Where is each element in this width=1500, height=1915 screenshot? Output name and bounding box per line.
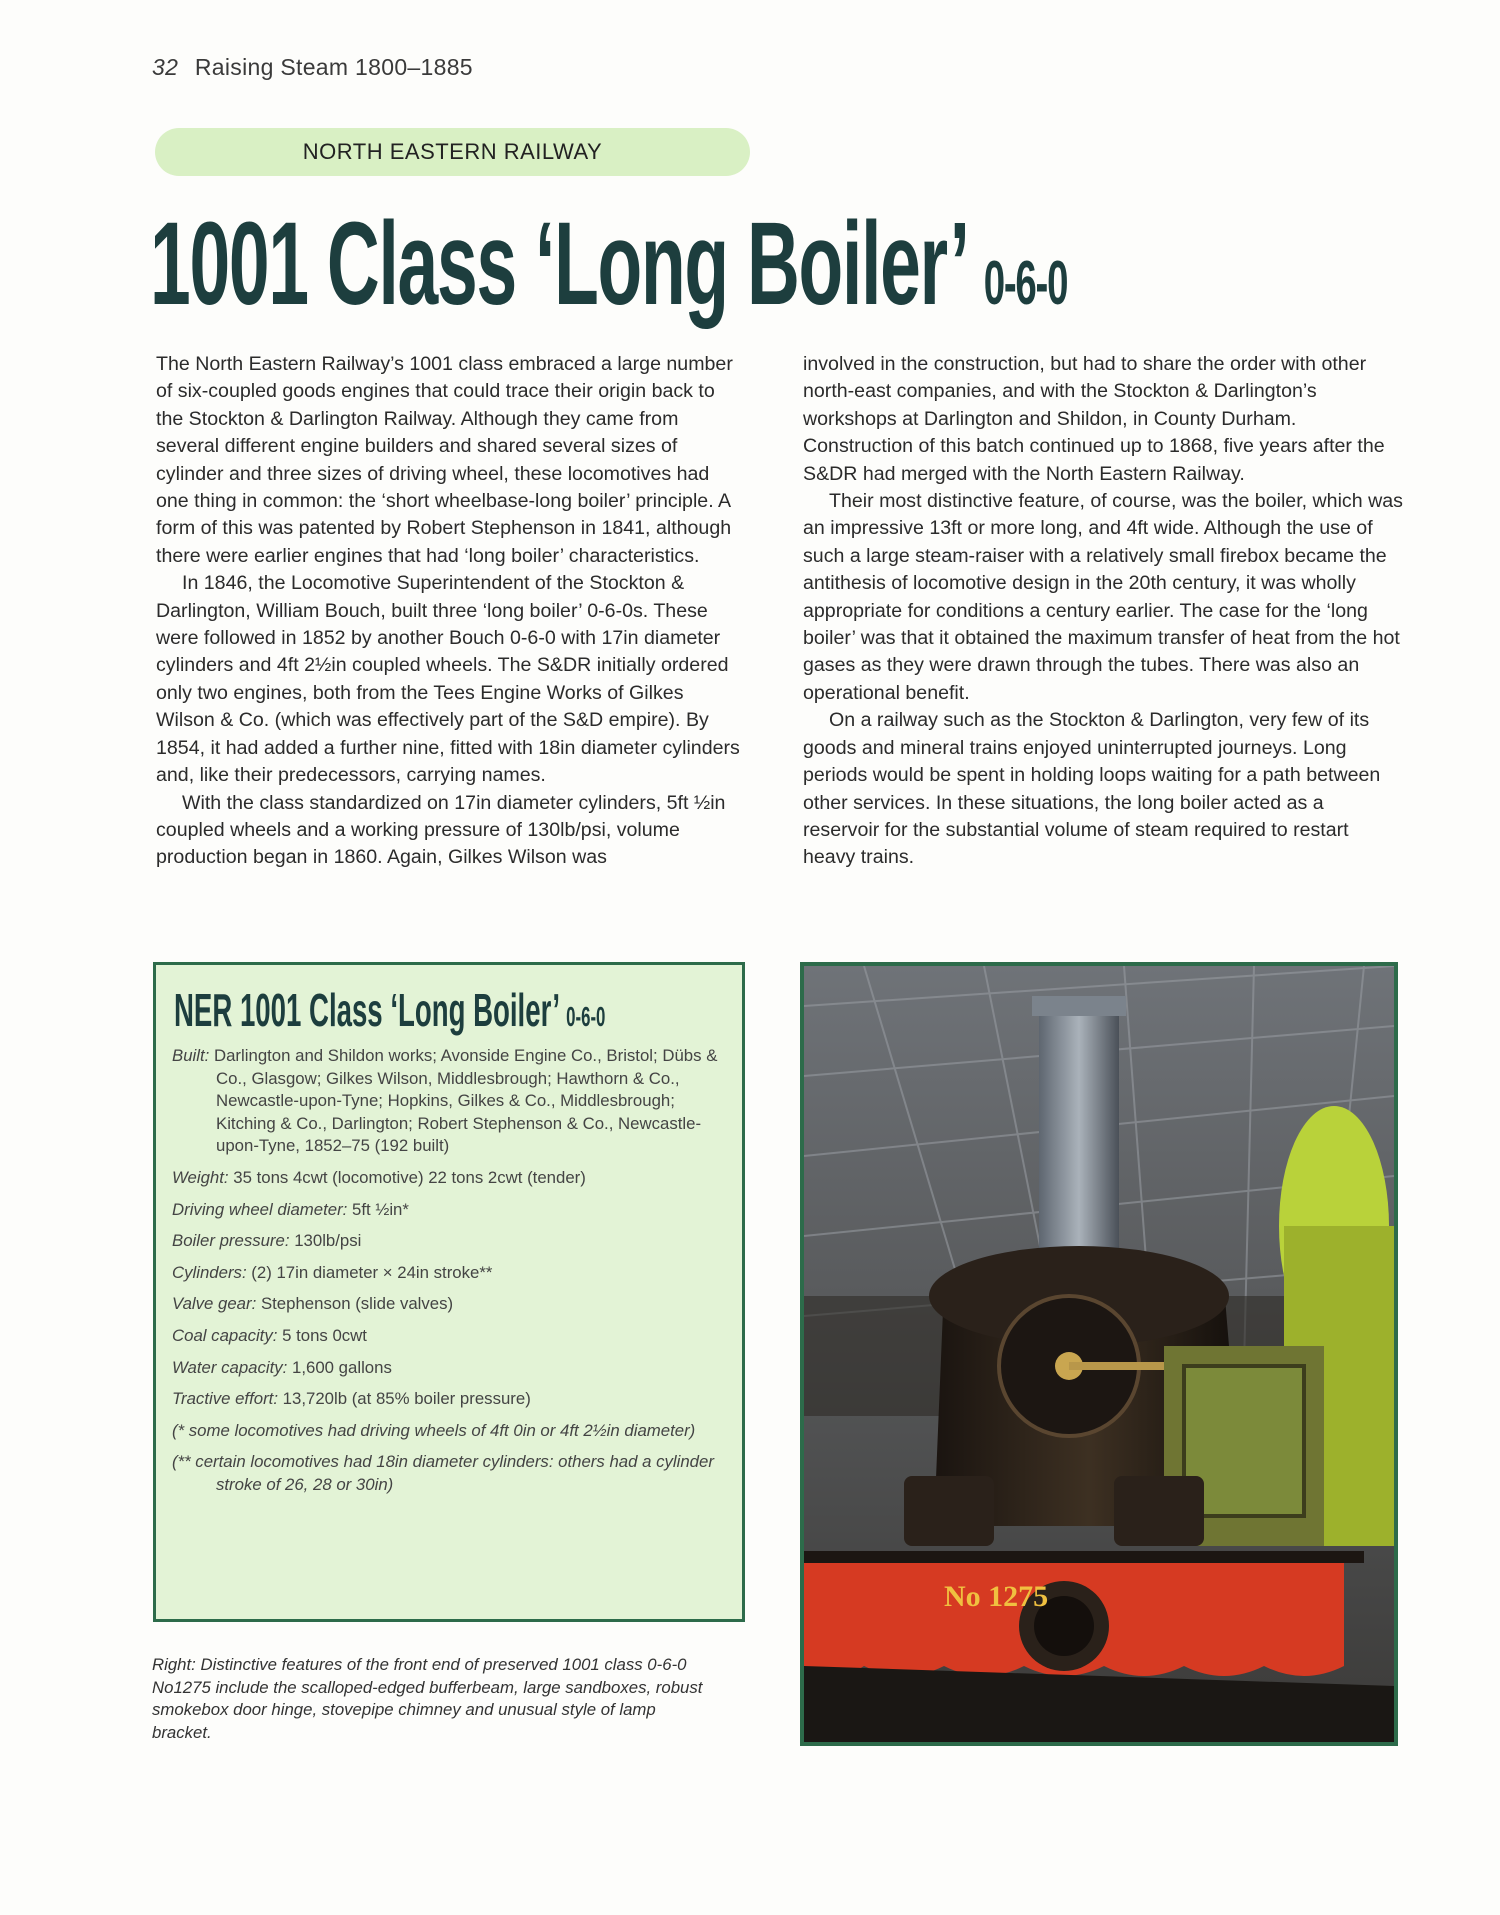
paragraph: involved in the construction, but had to share the order with other north-east companies, and with the Stockton & Darlington’s workshops at Darlington and Shildon, in County Durham. Construction of this batch continued up to 1868, five years after the S&DR had merged with the North Eastern Railway.	[803, 353, 1385, 485]
railway-tag: NORTH EASTERN RAILWAY	[155, 128, 750, 176]
spec-label: Built:	[172, 1046, 210, 1065]
paragraph: On a railway such as the Stockton & Darlington, very few of its goods and mineral trains enjoyed uninterrupted journeys. Long periods would be spent in holding loops waiting for a path between other services. In these situations, the long boiler acted as a reservoir for the substantial volume of steam required to restart heavy trains.	[803, 709, 1381, 869]
spec-title-main: NER 1001 Class ‘Long Boiler’	[174, 984, 559, 1036]
spec-label: Water capacity:	[172, 1357, 288, 1377]
spec-value: Darlington and Shildon works; Avonside Engine Co., Bristol; Dübs & Co., Glasgow; Gilkes Wilson, Middlesbrough; Hawthorn & Co., Newcastle-upon-Tyne; Hopkins, Gilkes & Co., Middlesbrough; Kitching & Co., Darlington; Robert Stephenson & Co., Newcastle-upon-Tyne, 1852–75 (192 built)	[213, 1046, 718, 1156]
spec-driving-wheel	[172, 1199, 732, 1222]
paragraph: With the class standardized on 17in diameter cylinders, 5ft ½in coupled wheels and a working pressure of 130lb/psi, volume production began in 1860. Again, Gilkes Wilson was	[156, 791, 726, 869]
running-header	[152, 54, 473, 81]
paragraph: The North Eastern Railway’s 1001 class embraced a large number of six-coupled goods engines that could trace their origin back to the Stockton & Darlington Railway. Although they came from several different engine builders and shared several sizes of cylinder and three sizes of driving wheel, these locomotives had one thing in common: the ‘short wheelbase-long boiler’ principle. A form of this was patented by Robert Stephenson in 1841, although there were earlier engines that had ‘long boiler’ characteristics.	[156, 353, 733, 567]
spec-list	[172, 1045, 732, 1506]
spec-value: 5ft ½in*	[352, 1199, 409, 1219]
locomotive-photo	[800, 962, 1398, 1746]
spec-title	[174, 983, 605, 1037]
title-arrangement: 0-6-0	[983, 249, 1068, 318]
spec-title-arrangement: 0-6-0	[566, 1001, 606, 1032]
spec-label: Valve gear:	[172, 1294, 257, 1314]
spec-water	[172, 1357, 732, 1380]
spec-value: 130lb/psi	[294, 1231, 362, 1251]
spec-label: Weight:	[172, 1167, 229, 1187]
spec-cylinders	[172, 1262, 732, 1285]
number-plate-text: No 1275	[944, 1580, 1049, 1613]
spec-weight	[172, 1167, 732, 1190]
spec-label: Coal capacity:	[172, 1325, 278, 1345]
spec-built	[172, 1045, 732, 1158]
spec-box	[153, 962, 745, 1622]
page-number: 32	[152, 54, 179, 80]
section-title: Raising Steam 1800–1885	[194, 54, 473, 80]
body-column-left	[156, 351, 746, 872]
spec-value: (2) 17in diameter × 24in stroke**	[251, 1262, 493, 1282]
photo-caption: Right: Distinctive features of the front end of preserved 1001 class 0-6-0 No1275 include the scalloped-edged bufferbeam, large sandboxes, robust smokebox door hinge, stovepipe chimney and unusual style of lamp bracket.	[152, 1655, 703, 1742]
spec-value: 13,720lb (at 85% boiler pressure)	[282, 1389, 531, 1409]
spec-valve-gear	[172, 1293, 732, 1316]
spec-value: 1,600 gallons	[292, 1357, 392, 1377]
spec-label: Boiler pressure:	[172, 1231, 290, 1251]
spec-footnote: (** certain locomotives had 18in diameter cylinders: others had a cylinder stroke of 26, 28 or 30in)	[172, 1452, 714, 1494]
title-main: 1001 Class ‘Long Boiler’	[150, 198, 965, 330]
spec-value: 5 tons 0cwt	[282, 1325, 367, 1345]
locomotive-illustration	[804, 966, 1394, 1742]
spec-boiler-pressure	[172, 1230, 732, 1253]
spec-coal	[172, 1325, 732, 1348]
spec-label: Driving wheel diameter:	[172, 1199, 348, 1219]
body-column-right	[803, 351, 1403, 872]
spec-footnote: (* some locomotives had driving wheels of 4ft 0in or 4ft 2½in diameter)	[172, 1420, 696, 1440]
paragraph: In 1846, the Locomotive Superintendent of the Stockton & Darlington, William Bouch, built three ‘long boiler’ 0-6-0s. These were followed in 1852 by another Bouch 0-6-0 with 17in diameter cylinders and 4ft 2½in coupled wheels. The S&DR initially ordered only two engines, both from the Tees Engine Works of Gilkes Wilson & Co. (which was effectively part of the S&D empire). By 1854, it had added a further nine, fitted with 18in diameter cylinders and, like their predecessors, carrying names.	[156, 572, 740, 787]
spec-value: 35 tons 4cwt (locomotive) 22 tons 2cwt (tender)	[233, 1167, 586, 1187]
spec-label: Cylinders:	[172, 1262, 247, 1282]
spec-tractive-effort	[172, 1388, 732, 1411]
paragraph: Their most distinctive feature, of course, was the boiler, which was an impressive 13ft or more long, and 4ft wide. Although the use of such a large steam-raiser with a relatively small firebox became the antithesis of locomotive design in the 20th century, it was wholly appropriate for conditions a century earlier. The case for the ‘long boiler’ was that it obtained the maximum transfer of heat from the hot gases as they were drawn through the tubes. There was also an operational benefit.	[803, 490, 1403, 704]
page-title	[150, 192, 1068, 356]
spec-label: Tractive effort:	[172, 1389, 278, 1409]
spec-value: Stephenson (slide valves)	[260, 1294, 454, 1314]
